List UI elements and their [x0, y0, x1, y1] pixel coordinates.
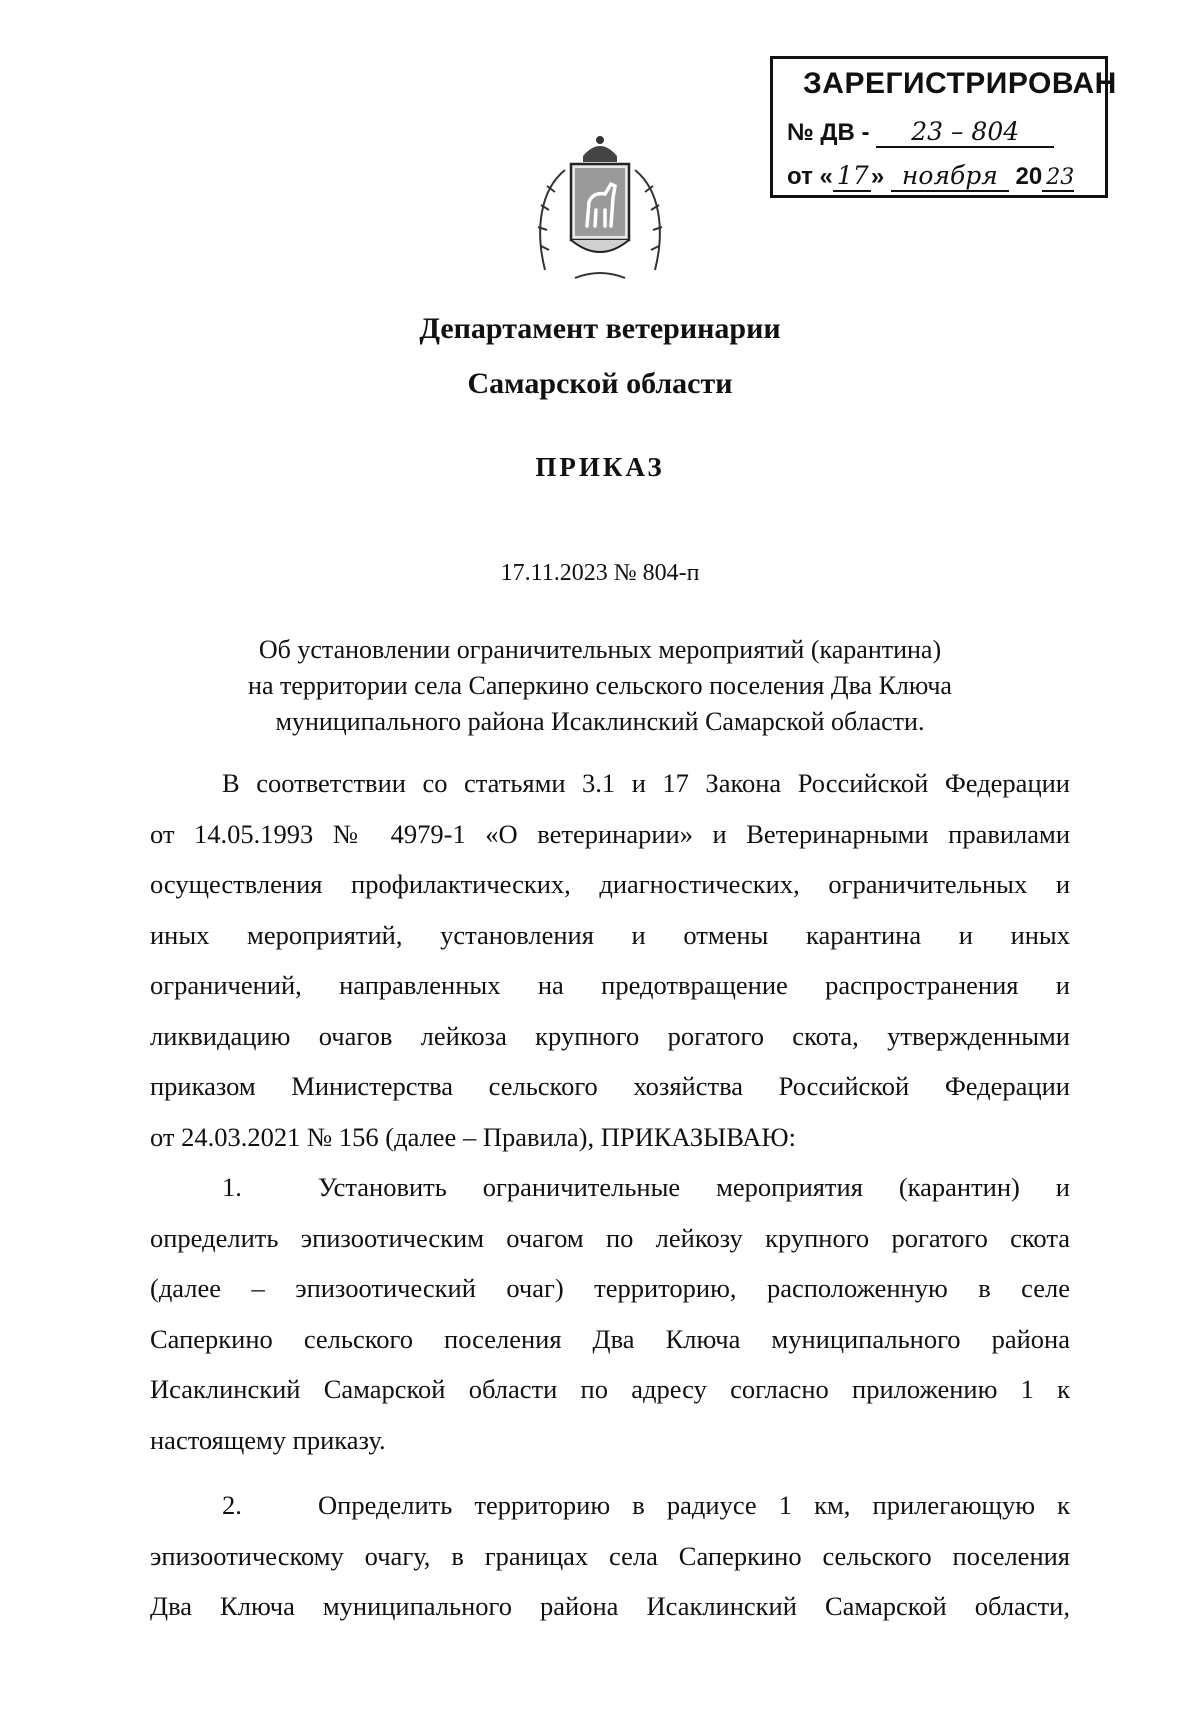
- subject-line: на территории села Саперкино сельского поселения Два Ключа: [248, 671, 952, 700]
- item-first-line: Определить территорию в радиусе 1 км, прилегающую к: [318, 1490, 1070, 1520]
- paragraph-line: (далее – эпизоотический очаг) территорию, расположенную в селе: [150, 1273, 1070, 1303]
- subject-line: муниципального района Исаклинский Самарской области.: [275, 707, 925, 736]
- paragraph-line: Саперкино сельского поселения Два Ключа муниципального района: [150, 1323, 1070, 1354]
- stamp-date-close: »: [870, 163, 885, 190]
- item-2-paragraph: [150, 1480, 1070, 1632]
- paragraph-line: ограничений, направленных на предотвращение распространения и: [150, 970, 1070, 1000]
- paragraph-line: определить эпизоотическим очагом по лейкозу крупного рогатого скота: [150, 1222, 1070, 1253]
- paragraph-line: иных мероприятий, установления и отмены карантина и иных: [150, 919, 1070, 950]
- paragraph-line: Исаклинский Самарской области по адресу согласно приложению 1 к: [150, 1374, 1070, 1404]
- paragraph-line: ликвидацию очагов лейкоза крупного рогатого скота, утвержденными: [150, 1020, 1070, 1051]
- stamp-number-value: 23 – 804: [876, 117, 1054, 148]
- order-subject: [0, 632, 1200, 740]
- stamp-date-month: ноября: [891, 161, 1009, 192]
- paragraph-line: приказом Министерства сельского хозяйства Российской Федерации: [150, 1071, 1070, 1101]
- order-date-number: 17.11.2023 № 804-п: [500, 560, 700, 586]
- registration-stamp: [770, 56, 1117, 198]
- paragraph-line: настоящему приказу.: [150, 1424, 386, 1455]
- paragraph-line: [150, 1480, 1070, 1531]
- stamp-date-from: от «: [787, 163, 833, 190]
- paragraph-line: В соответствии со статьями 3.1 и 17 Закона Российской Федерации: [222, 768, 1070, 798]
- subject-line: Об установлении ограничительных мероприятий (карантина): [258, 635, 942, 664]
- item-number: 2.: [222, 1490, 242, 1520]
- paragraph-line: Два Ключа муниципального района Исаклинский Самарской области,: [150, 1591, 1070, 1621]
- item-1-paragraph: [150, 1162, 1070, 1465]
- stamp-title: ЗАРЕГИСТРИРОВАН: [803, 67, 1117, 100]
- item-number: 1.: [222, 1172, 242, 1202]
- paragraph-line: эпизоотическому очагу, в границах села Саперкино сельского поселения: [150, 1540, 1070, 1571]
- region-name: Самарской области: [467, 367, 733, 400]
- stamp-date-row: [787, 161, 1074, 192]
- department-name: Департамент ветеринарии: [419, 312, 781, 345]
- paragraph-line: от 24.03.2021 № 156 (далее – Правила), ПРИКАЗЫВАЮ:: [150, 1121, 797, 1152]
- paragraph-line: осуществления профилактических, диагностических, ограничительных и: [150, 869, 1070, 899]
- stamp-number-label: № ДВ -: [787, 119, 870, 146]
- stamp-date-year-prefix: 20: [1015, 163, 1043, 190]
- item-first-line: Установить ограничительные мероприятия (карантин) и: [318, 1172, 1070, 1202]
- stamp-date-year-suffix: 23: [1042, 165, 1074, 192]
- stamp-date-day: 17: [833, 161, 871, 192]
- paragraph-line: от 14.05.1993 № 4979-1 «О ветеринарии» и Ветеринарными правилами: [150, 818, 1070, 849]
- intro-paragraph: [150, 758, 1070, 1162]
- document-type: ПРИКАЗ: [535, 452, 665, 482]
- coat-of-arms-emblem: [535, 130, 665, 282]
- paragraph-line: [150, 1162, 1070, 1213]
- stamp-number-row: [787, 117, 1054, 148]
